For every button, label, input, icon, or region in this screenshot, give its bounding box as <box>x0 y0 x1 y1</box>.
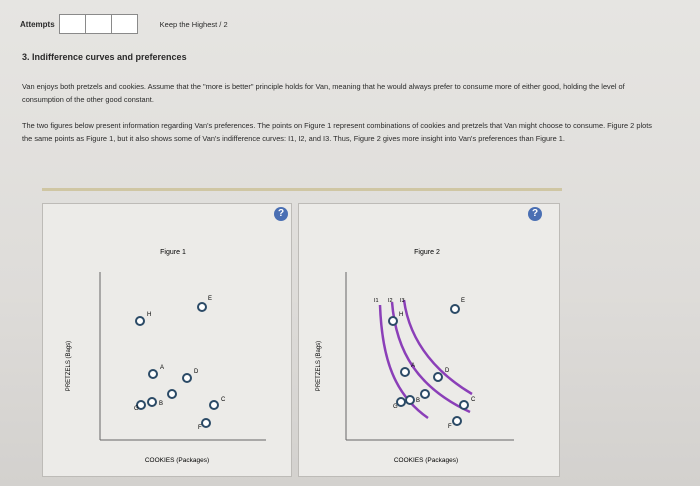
attempts-label: Attempts <box>20 19 55 29</box>
point-label: F <box>198 425 202 431</box>
point-G[interactable] <box>393 398 405 410</box>
figure-2-xlabel: COOKIES (Packages) <box>393 457 459 464</box>
curve-label: I1 <box>374 298 379 304</box>
point-label: D <box>445 368 450 374</box>
point-unlabeled[interactable] <box>421 390 429 398</box>
help-icon[interactable]: ? <box>274 207 288 221</box>
point-label: H <box>399 312 404 318</box>
point-label: C <box>221 397 226 403</box>
point-E[interactable] <box>451 298 465 313</box>
help-icon[interactable]: ? <box>528 207 542 221</box>
point-F[interactable] <box>448 417 461 430</box>
curve-label: I3 <box>400 298 405 304</box>
point-label: G <box>134 406 139 412</box>
curve-label: I2 <box>388 298 393 304</box>
point-label: H <box>147 312 152 318</box>
question-title: 3. Indifference curves and preferences <box>22 52 187 62</box>
point-D[interactable] <box>434 368 450 381</box>
point-A[interactable] <box>401 363 415 376</box>
figure-1-xlabel: COOKIES (Packages) <box>144 457 210 464</box>
figure-1-ylabel: PRETZELS (Bags) <box>66 340 72 392</box>
figure-2-ylabel: PRETZELS (Bags) <box>316 340 322 392</box>
point-label: G <box>393 404 398 410</box>
point-B[interactable] <box>406 396 420 404</box>
point-C[interactable] <box>460 397 476 409</box>
question-paragraph-2: The two figures below present information regarding Van's preferences. The points on Figure 1 represent combinations of cookies and pretzels that Van might choose to consume. Figure 2 plots the same points as Figure 1, but it also shows some of Van's indifference curves: I1, I2, and I3. Thus, Figure 2 gives more insight into Van's preferences than Figure 1. <box>22 121 652 143</box>
point-label: D <box>194 369 199 375</box>
point-label: A <box>411 363 416 369</box>
point-label: E <box>461 298 466 304</box>
point-label: B <box>416 398 421 404</box>
figure-2-title: Figure 2 <box>414 249 440 256</box>
point-label: A <box>160 365 165 371</box>
point-H[interactable] <box>389 312 403 325</box>
question-paragraph-1: Van enjoys both pretzels and cookies. Assume that the "more is better" principle holds for Van, meaning that he would always prefer to consume more of either good, holding the level of consumption of the other good constant. <box>22 82 625 104</box>
keep-highest-label: Keep the Highest / 2 <box>159 19 228 29</box>
point-label: F <box>448 424 452 430</box>
point-label: E <box>208 296 213 302</box>
figure-1-title: Figure 1 <box>160 249 186 256</box>
point-label: C <box>471 397 476 403</box>
point-label: B <box>159 401 164 407</box>
